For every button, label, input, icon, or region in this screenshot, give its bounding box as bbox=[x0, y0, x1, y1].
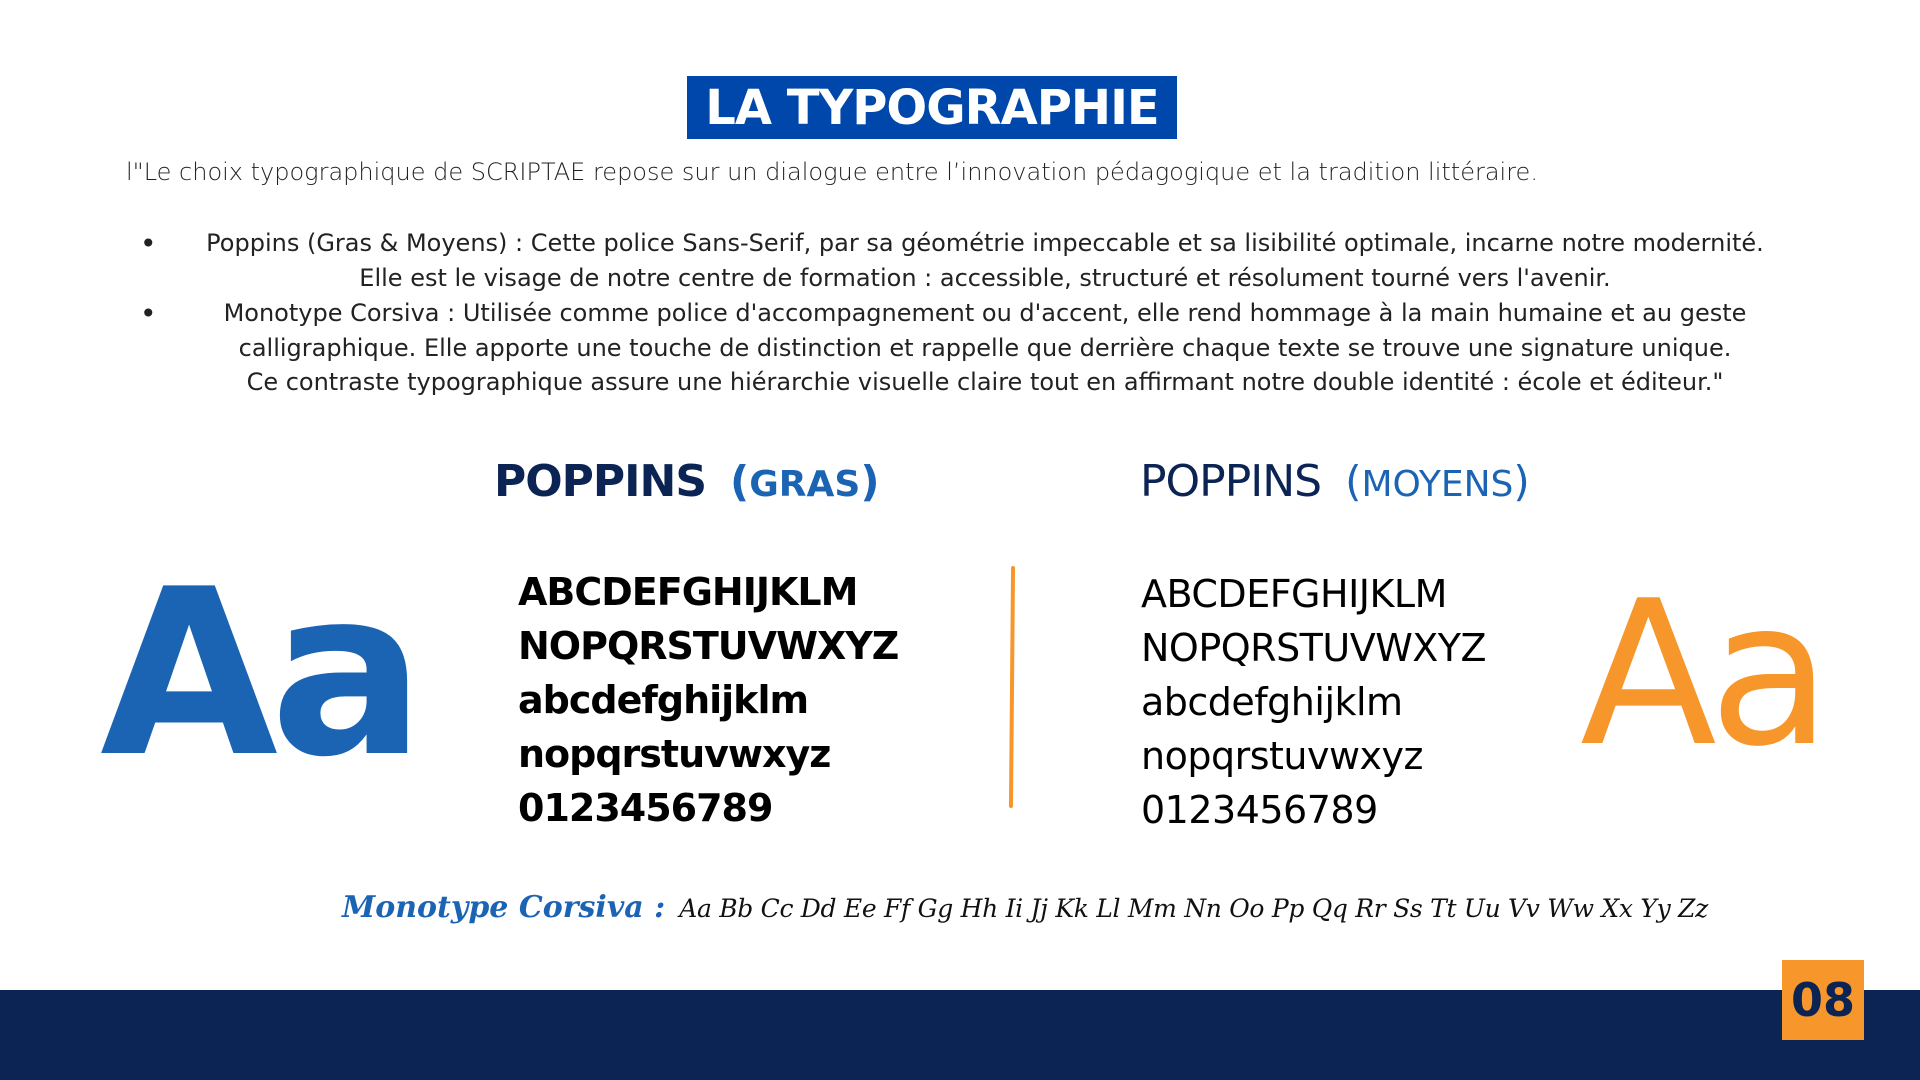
font-description-list bbox=[140, 226, 1800, 366]
bullet-line: Monotype Corsiva : Utilisée comme police d'accompagnement ou d'accent, elle rend hommage à la main humaine et au geste bbox=[223, 299, 1747, 327]
font-name: POPPINS bbox=[494, 456, 707, 507]
paren-open: ( bbox=[730, 457, 750, 506]
font-weight-label bbox=[1345, 457, 1530, 506]
alphabet-line: ABCDEFGHIJKLM bbox=[518, 570, 858, 614]
intro-paragraph: l"Le choix typographique de SCRIPTAE repose sur un dialogue entre l’innovation pédagogique et la tradition littéraire. bbox=[126, 158, 1538, 186]
page-number: 08 bbox=[1782, 960, 1864, 1040]
font-name: POPPINS bbox=[1140, 456, 1322, 507]
heading-poppins-moyens bbox=[1140, 456, 1530, 507]
alphabet-line: nopqrstuvwxyz bbox=[518, 732, 831, 776]
weight-name: GRAS bbox=[749, 464, 861, 505]
sample-glyph-medium: Aa bbox=[1580, 558, 1824, 791]
alphabet-bold bbox=[518, 565, 898, 835]
page-title: LA TYPOGRAPHIE bbox=[687, 76, 1177, 139]
alphabet-line: 0123456789 bbox=[1141, 788, 1378, 832]
corsiva-sample-row bbox=[342, 890, 1742, 925]
bullet-poppins bbox=[140, 226, 1800, 296]
column-divider bbox=[1009, 566, 1015, 808]
paren-close: ) bbox=[860, 457, 880, 506]
footer-bar bbox=[0, 990, 1920, 1080]
alphabet-line: nopqrstuvwxyz bbox=[1141, 734, 1423, 778]
font-weight-label bbox=[730, 457, 879, 506]
alphabet-line: ABCDEFGHIJKLM bbox=[1141, 572, 1447, 616]
alphabet-line: abcdefghijklm bbox=[1141, 680, 1403, 724]
paren-open: ( bbox=[1345, 457, 1362, 506]
corsiva-label: Monotype Corsiva : bbox=[342, 890, 666, 925]
bullet-corsiva bbox=[140, 296, 1800, 366]
corsiva-alphabet: Aa Bb Cc Dd Ee Ff Gg Hh Ii Jj Kk Ll Mm Nn Oo Pp Qq Rr Ss Tt Uu Vv Ww Xx Yy Zz bbox=[679, 894, 1708, 923]
bullet-line: calligraphique. Elle apporte une touche de distinction et rappelle que derrière chaque texte se trouve une signature unique. bbox=[238, 334, 1732, 362]
alphabet-line: abcdefghijklm bbox=[518, 678, 809, 722]
bullet-line: Poppins (Gras & Moyens) : Cette police Sans-Serif, par sa géométrie impeccable et sa lisibilité optimale, incarne notre modernité. bbox=[206, 229, 1764, 257]
paren-close: ) bbox=[1513, 457, 1530, 506]
alphabet-line: NOPQRSTUVWXYZ bbox=[518, 624, 899, 668]
alphabet-medium bbox=[1141, 567, 1486, 837]
sample-glyph-bold: Aa bbox=[100, 541, 418, 808]
bullet-line: Elle est le visage de notre centre de formation : accessible, structuré et résolument tourné vers l'avenir. bbox=[359, 264, 1611, 292]
closing-paragraph: Ce contraste typographique assure une hiérarchie visuelle claire tout en affirmant notre double identité : école et éditeur." bbox=[246, 368, 1724, 396]
alphabet-line: 0123456789 bbox=[518, 786, 773, 830]
alphabet-line: NOPQRSTUVWXYZ bbox=[1141, 626, 1487, 670]
heading-poppins-gras bbox=[494, 456, 880, 507]
weight-name: MOYENS bbox=[1361, 464, 1514, 505]
